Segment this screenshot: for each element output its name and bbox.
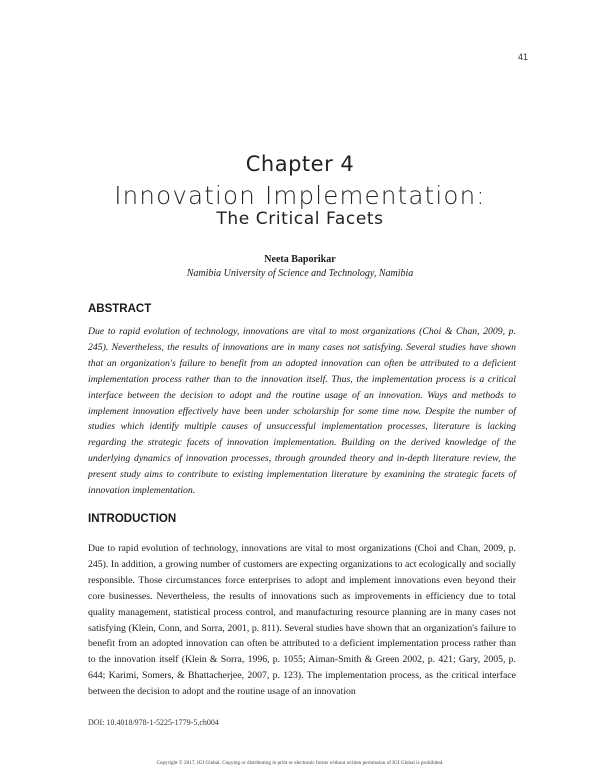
doi: DOI: 10.4018/978-1-5225-1779-5.ch004: [88, 718, 219, 727]
author-affiliation: Namibia University of Science and Technology, Namibia: [186, 268, 414, 279]
introduction-text: Due to rapid evolution of technology, innovations are vital to most organizations (Choi and Chan, 2009, p. 245). In addition, a growing number of customers are expecting organizations to act ecologically and socially responsible. Those circumstances force enterprises to adopt and implement innovations even beyond their core businesses. Nevertheless, the results of innovations such as improvements in efficiency due to total quality management, statistical process control, and manufacturing resource planning are in many cases not satisfying (Klein, Conn, and Sorra, 2001, p. 811). Several studies have shown that an organization's failure to benefit from an adopted innovation can often be attributed to a deficient implementation process rather than to the innovation itself (Klein & Sorra, 1996, p. 1055; Aiman-Smith & Green 2002, p. 421; Gary, 2005, p. 644; Karimi, Somers, & Bhattacherjee, 2007, p. 123). The implementation process, as the critical interface between the decision to adopt and the routine usage of an innovation: [88, 543, 516, 698]
introduction-heading: INTRODUCTION: [88, 513, 177, 525]
abstract-text: Due to rapid evolution of technology, innovations are vital to most organizations (Choi & Chan, 2009, p. 245). Nevertheless, the results of innovations are in many cases not satisfying. Several studies have shown that an organization's failure to benefit from an adopted innovation can often be attributed to a deficient implementation process rather than to the innovation itself. Thus, the implementation process is a critical interface between the decision to adopt and the routine usage of an innovation. Ways and methods to implement innovation effectively have been under scholarship for some time now. Despite the number of studies which identify multiple causes of unsuccessful implementation processes, literature is lacking regarding the strategic facets of innovation implementation. Building on the derived knowledge of the underlying dynamics of innovation processes, through grounded theory and in-depth literature review, the present study aims to contribute to existing implementation literature by examining the strategic facets of innovation implementation.: [88, 326, 516, 497]
copyright-notice: Copyright © 2017, IGI Global. Copying or distributing in print or electronic forms without written permission of IGI Global is prohibited.: [156, 760, 444, 766]
chapter-label: Chapter 4: [245, 152, 355, 176]
page-number: 41: [517, 52, 528, 62]
abstract-heading: ABSTRACT: [88, 303, 152, 315]
chapter-subtitle: The Critical Facets: [216, 209, 384, 229]
chapter-title: Innovation Implementation:: [114, 181, 486, 210]
author-name: Neeta Baporikar: [264, 254, 336, 265]
